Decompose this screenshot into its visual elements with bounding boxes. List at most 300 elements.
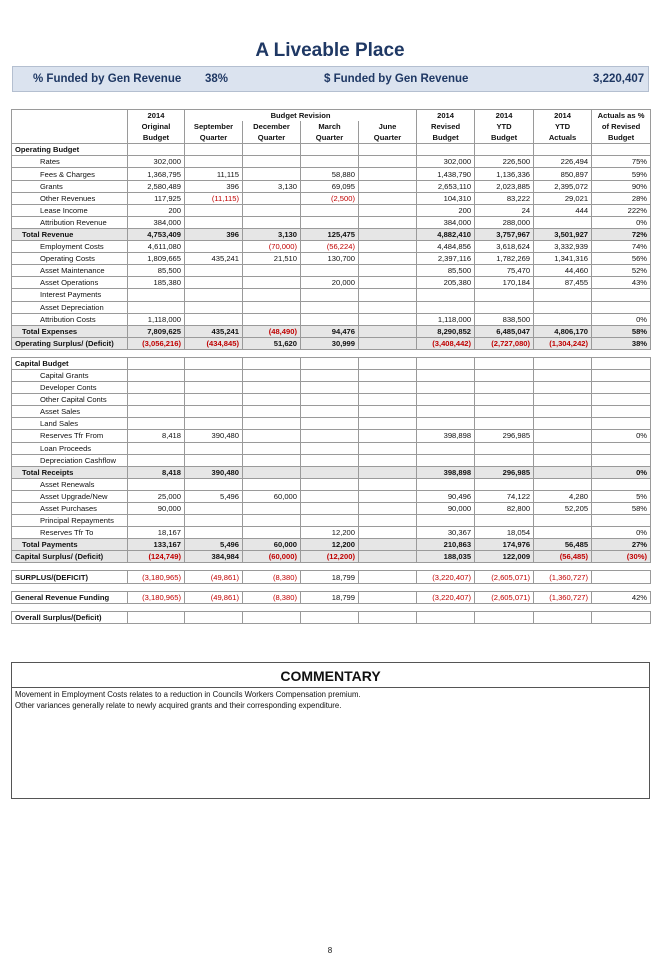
table-cell: 90,496	[417, 490, 475, 502]
table-cell: 5%	[592, 490, 651, 502]
table-cell: 12,200	[301, 539, 359, 551]
table-cell	[243, 277, 301, 289]
table-cell: 12,200	[301, 527, 359, 539]
table-cell: 43%	[592, 277, 651, 289]
table-row	[12, 357, 651, 369]
table-cell	[534, 313, 592, 325]
table-cell: 435,241	[185, 253, 243, 265]
table-cell	[185, 454, 243, 466]
table-cell: 18,799	[301, 591, 359, 603]
table-cell	[359, 265, 417, 277]
row-label: Capital Surplus/ (Deficit)	[12, 551, 128, 563]
table-cell: (8,380)	[243, 591, 301, 603]
table-cell: 0%	[592, 216, 651, 228]
table-cell	[359, 503, 417, 515]
table-cell	[185, 369, 243, 381]
table-row	[12, 168, 651, 180]
table-cell	[243, 418, 301, 430]
table-cell: 59%	[592, 168, 651, 180]
commentary-line: Movement in Employment Costs relates to a reduction in Councils Workers Compensation premium.	[15, 690, 361, 699]
table-cell	[128, 394, 185, 406]
row-label: Employment Costs	[12, 241, 128, 253]
table-cell	[592, 442, 651, 454]
table-cell: 396	[185, 228, 243, 240]
table-row	[12, 253, 651, 265]
table-cell	[359, 571, 417, 583]
table-cell	[534, 369, 592, 381]
row-label: Asset Operations	[12, 277, 128, 289]
table-cell	[243, 156, 301, 168]
table-cell	[301, 382, 359, 394]
table-cell: 398,898	[417, 430, 475, 442]
table-cell	[359, 478, 417, 490]
table-cell: 838,500	[475, 313, 534, 325]
table-cell	[301, 313, 359, 325]
table-cell: 133,167	[128, 539, 185, 551]
table-cell	[128, 442, 185, 454]
table-cell	[359, 228, 417, 240]
table-cell	[128, 357, 185, 369]
table-row	[12, 478, 651, 490]
table-row	[12, 515, 651, 527]
table-cell: 4,611,080	[128, 241, 185, 253]
table-cell	[243, 265, 301, 277]
table-cell	[359, 394, 417, 406]
table-cell: 42%	[592, 591, 651, 603]
table-cell: 296,985	[475, 430, 534, 442]
row-label: Developer Conts	[12, 382, 128, 394]
table-cell	[359, 180, 417, 192]
table-cell: 1,782,269	[475, 253, 534, 265]
table-cell	[359, 241, 417, 253]
header-cell: Revised	[417, 121, 475, 132]
table-cell	[359, 454, 417, 466]
table-cell: 56%	[592, 253, 651, 265]
table-cell: 3,618,624	[475, 241, 534, 253]
table-cell: 58%	[592, 325, 651, 337]
row-label: Overall Surplus/(Deficit)	[12, 611, 128, 623]
table-cell	[301, 515, 359, 527]
table-row	[12, 466, 651, 478]
table-cell	[243, 394, 301, 406]
table-cell: 3,130	[243, 180, 301, 192]
table-cell	[301, 369, 359, 381]
page-number: 8	[327, 946, 333, 955]
row-label: SURPLUS/(DEFICIT)	[12, 571, 128, 583]
table-cell	[592, 369, 651, 381]
row-label: Asset Sales	[12, 406, 128, 418]
funding-summary-bar	[12, 66, 649, 92]
table-cell: 3,130	[243, 228, 301, 240]
table-cell: 2,395,072	[534, 180, 592, 192]
row-label: Asset Depreciation	[12, 301, 128, 313]
table-cell: 296,985	[475, 466, 534, 478]
table-cell	[359, 325, 417, 337]
header-cell: YTD	[534, 121, 592, 132]
table-cell: 0%	[592, 430, 651, 442]
table-cell	[359, 611, 417, 623]
table-cell: 200	[128, 204, 185, 216]
table-cell: 18,799	[301, 571, 359, 583]
table-cell	[359, 551, 417, 563]
table-cell: 384,984	[185, 551, 243, 563]
table-row	[12, 204, 651, 216]
row-label: Asset Renewals	[12, 478, 128, 490]
table-cell: 2,653,110	[417, 180, 475, 192]
table-cell: 390,480	[185, 430, 243, 442]
header-cell: 2014	[128, 110, 185, 122]
table-cell: 435,241	[185, 325, 243, 337]
header-cell: of Revised	[592, 121, 651, 132]
table-cell	[475, 611, 534, 623]
commentary-box	[11, 662, 650, 799]
table-cell	[359, 418, 417, 430]
table-cell	[359, 204, 417, 216]
row-label: Fees & Charges	[12, 168, 128, 180]
table-cell: 85,500	[128, 265, 185, 277]
table-cell: (3,180,965)	[128, 571, 185, 583]
table-cell	[475, 369, 534, 381]
table-cell	[243, 144, 301, 156]
table-cell	[359, 369, 417, 381]
table-cell	[185, 241, 243, 253]
table-cell: 83,222	[475, 192, 534, 204]
table-cell: 74%	[592, 241, 651, 253]
table-cell	[185, 394, 243, 406]
table-cell	[592, 418, 651, 430]
table-cell	[185, 357, 243, 369]
table-cell	[243, 289, 301, 301]
table-row	[12, 313, 651, 325]
table-cell: 188,035	[417, 551, 475, 563]
table-cell: 21,510	[243, 253, 301, 265]
table-cell	[301, 611, 359, 623]
header-cell: Budget	[592, 132, 651, 144]
table-cell: (70,000)	[243, 241, 301, 253]
row-label: Loan Proceeds	[12, 442, 128, 454]
table-cell	[534, 394, 592, 406]
table-cell	[475, 144, 534, 156]
table-cell: 444	[534, 204, 592, 216]
table-row	[12, 394, 651, 406]
table-row	[12, 591, 651, 603]
table-cell	[243, 430, 301, 442]
table-cell: 390,480	[185, 466, 243, 478]
table-cell: (3,220,407)	[417, 591, 475, 603]
table-row	[12, 418, 651, 430]
page-title: A Liveable Place	[255, 40, 405, 61]
table-cell	[592, 382, 651, 394]
table-cell: 58,880	[301, 168, 359, 180]
table-cell: (3,056,216)	[128, 337, 185, 349]
table-cell: 5,496	[185, 539, 243, 551]
header-row-2	[12, 121, 651, 132]
table-cell	[243, 382, 301, 394]
table-cell	[359, 442, 417, 454]
table-cell	[592, 571, 651, 583]
table-cell	[243, 313, 301, 325]
table-cell: 52%	[592, 265, 651, 277]
table-cell: 1,136,336	[475, 168, 534, 180]
table-cell	[475, 478, 534, 490]
table-cell: (2,727,080)	[475, 337, 534, 349]
table-cell	[301, 394, 359, 406]
table-cell	[301, 503, 359, 515]
table-cell: 302,000	[417, 156, 475, 168]
table-cell: 82,800	[475, 503, 534, 515]
table-cell	[301, 490, 359, 502]
table-cell: 210,863	[417, 539, 475, 551]
table-cell: 85,500	[417, 265, 475, 277]
table-cell	[534, 406, 592, 418]
table-cell: 18,054	[475, 527, 534, 539]
row-label: Total Expenses	[12, 325, 128, 337]
table-cell	[359, 216, 417, 228]
table-cell	[359, 337, 417, 349]
table-cell: 4,806,170	[534, 325, 592, 337]
table-cell	[359, 253, 417, 265]
budget-table	[11, 109, 651, 624]
table-cell	[417, 454, 475, 466]
table-cell: 75,470	[475, 265, 534, 277]
table-cell	[417, 369, 475, 381]
pct-funded-label: % Funded by Gen Revenue	[33, 73, 182, 85]
table-row	[12, 216, 651, 228]
header-cell: Budget	[417, 132, 475, 144]
table-cell	[534, 144, 592, 156]
table-cell	[417, 611, 475, 623]
table-cell	[301, 216, 359, 228]
table-row	[12, 571, 651, 583]
table-cell: 0%	[592, 313, 651, 325]
header-cell: 2014	[534, 110, 592, 122]
table-row	[12, 144, 651, 156]
table-row	[12, 228, 651, 240]
table-cell	[185, 277, 243, 289]
table-cell: 226,494	[534, 156, 592, 168]
row-label: Attribution Revenue	[12, 216, 128, 228]
table-cell	[475, 357, 534, 369]
table-cell: 7,809,625	[128, 325, 185, 337]
table-cell: 74,122	[475, 490, 534, 502]
table-cell	[359, 591, 417, 603]
table-row	[12, 382, 651, 394]
table-cell	[359, 168, 417, 180]
header-cell: Original	[128, 121, 185, 132]
table-cell	[417, 301, 475, 313]
row-label: Total Payments	[12, 539, 128, 551]
table-cell: (49,861)	[185, 571, 243, 583]
table-cell: 1,368,795	[128, 168, 185, 180]
header-cell: Quarter	[243, 132, 301, 144]
table-cell	[417, 406, 475, 418]
table-cell	[243, 301, 301, 313]
table-cell: 8,418	[128, 466, 185, 478]
table-cell	[359, 406, 417, 418]
table-cell: 104,310	[417, 192, 475, 204]
table-cell: 2,023,885	[475, 180, 534, 192]
row-label: Total Receipts	[12, 466, 128, 478]
table-cell: 3,757,967	[475, 228, 534, 240]
table-cell	[243, 357, 301, 369]
table-cell: 30,999	[301, 337, 359, 349]
table-cell	[301, 406, 359, 418]
table-cell: 122,009	[475, 551, 534, 563]
table-cell	[417, 289, 475, 301]
table-cell	[534, 430, 592, 442]
table-cell	[185, 144, 243, 156]
table-cell	[359, 313, 417, 325]
table-cell: (2,605,071)	[475, 571, 534, 583]
table-cell: (2,605,071)	[475, 591, 534, 603]
table-cell	[185, 265, 243, 277]
commentary-heading: COMMENTARY	[12, 663, 649, 688]
table-cell	[359, 357, 417, 369]
table-cell: 8,290,852	[417, 325, 475, 337]
table-cell	[128, 301, 185, 313]
table-cell	[243, 192, 301, 204]
header-cell: Quarter	[301, 132, 359, 144]
table-cell	[475, 289, 534, 301]
row-label: Other Capital Conts	[12, 394, 128, 406]
table-cell	[359, 289, 417, 301]
table-cell	[301, 454, 359, 466]
table-cell: 0%	[592, 527, 651, 539]
table-cell: 90,000	[128, 503, 185, 515]
table-cell	[185, 216, 243, 228]
table-cell	[243, 515, 301, 527]
table-cell	[359, 382, 417, 394]
row-label: Asset Upgrade/New	[12, 490, 128, 502]
header-cell: June	[359, 121, 417, 132]
table-cell	[185, 442, 243, 454]
table-cell: (124,749)	[128, 551, 185, 563]
table-cell	[592, 406, 651, 418]
row-label: Grants	[12, 180, 128, 192]
table-cell	[534, 289, 592, 301]
table-cell: 1,438,790	[417, 168, 475, 180]
table-cell	[359, 301, 417, 313]
table-cell: 0%	[592, 466, 651, 478]
table-cell	[128, 515, 185, 527]
table-cell	[185, 611, 243, 623]
header-row-1	[12, 110, 651, 122]
table-cell: 6,485,047	[475, 325, 534, 337]
table-cell: 5,496	[185, 490, 243, 502]
table-cell	[534, 527, 592, 539]
table-cell: (56,485)	[534, 551, 592, 563]
table-cell	[475, 442, 534, 454]
header-cell: March	[301, 121, 359, 132]
table-row	[12, 611, 651, 623]
table-cell	[185, 527, 243, 539]
table-row	[12, 265, 651, 277]
spacer-row	[12, 583, 651, 591]
table-cell	[301, 357, 359, 369]
table-cell: 170,184	[475, 277, 534, 289]
row-label: General Revenue Funding	[12, 591, 128, 603]
table-cell	[243, 527, 301, 539]
header-cell: Actuals	[534, 132, 592, 144]
table-cell: 4,882,410	[417, 228, 475, 240]
row-label: Depreciation Cashflow	[12, 454, 128, 466]
header-cell: Actuals as %	[592, 110, 651, 122]
table-cell: 288,000	[475, 216, 534, 228]
spacer-row	[12, 349, 651, 357]
table-cell	[534, 466, 592, 478]
row-label: Other Revenues	[12, 192, 128, 204]
table-row	[12, 527, 651, 539]
table-cell	[534, 454, 592, 466]
header-cell: Quarter	[185, 132, 243, 144]
table-row	[12, 454, 651, 466]
table-cell	[301, 265, 359, 277]
table-cell	[301, 144, 359, 156]
table-cell	[128, 478, 185, 490]
table-cell: 174,976	[475, 539, 534, 551]
table-cell: 28%	[592, 192, 651, 204]
table-cell: 2,397,116	[417, 253, 475, 265]
commentary-line: Other variances generally relate to newly acquired grants and their corresponding expenditure.	[15, 701, 342, 710]
row-label: Principal Repayments	[12, 515, 128, 527]
table-cell: (1,304,242)	[534, 337, 592, 349]
table-cell	[243, 478, 301, 490]
table-cell: (1,360,727)	[534, 571, 592, 583]
table-cell: (3,180,965)	[128, 591, 185, 603]
table-cell	[359, 156, 417, 168]
table-cell: 1,118,000	[128, 313, 185, 325]
table-cell	[475, 418, 534, 430]
table-cell	[534, 418, 592, 430]
table-cell	[592, 454, 651, 466]
table-cell	[534, 216, 592, 228]
table-cell	[359, 539, 417, 551]
table-cell: 51,620	[243, 337, 301, 349]
table-cell	[359, 192, 417, 204]
table-cell: 1,118,000	[417, 313, 475, 325]
table-cell: 1,341,316	[534, 253, 592, 265]
spacer-row	[12, 603, 651, 611]
row-label: Operating Surplus/ (Deficit)	[12, 337, 128, 349]
table-cell	[359, 466, 417, 478]
table-cell: 87,455	[534, 277, 592, 289]
table-cell	[359, 515, 417, 527]
table-cell: 94,476	[301, 325, 359, 337]
table-cell	[243, 503, 301, 515]
row-label: Rates	[12, 156, 128, 168]
table-cell	[185, 301, 243, 313]
table-cell	[185, 503, 243, 515]
header-cell: December	[243, 121, 301, 132]
table-cell: (1,360,727)	[534, 591, 592, 603]
table-cell: 205,380	[417, 277, 475, 289]
table-cell	[592, 611, 651, 623]
table-cell	[185, 313, 243, 325]
table-cell	[243, 454, 301, 466]
table-cell: (12,200)	[301, 551, 359, 563]
table-cell: 72%	[592, 228, 651, 240]
table-cell	[301, 466, 359, 478]
table-cell: 396	[185, 180, 243, 192]
table-cell	[417, 144, 475, 156]
table-cell	[243, 369, 301, 381]
table-row	[12, 369, 651, 381]
table-cell: (8,380)	[243, 571, 301, 583]
table-cell: 56,485	[534, 539, 592, 551]
table-cell: 200	[417, 204, 475, 216]
table-cell	[417, 442, 475, 454]
table-row	[12, 192, 651, 204]
